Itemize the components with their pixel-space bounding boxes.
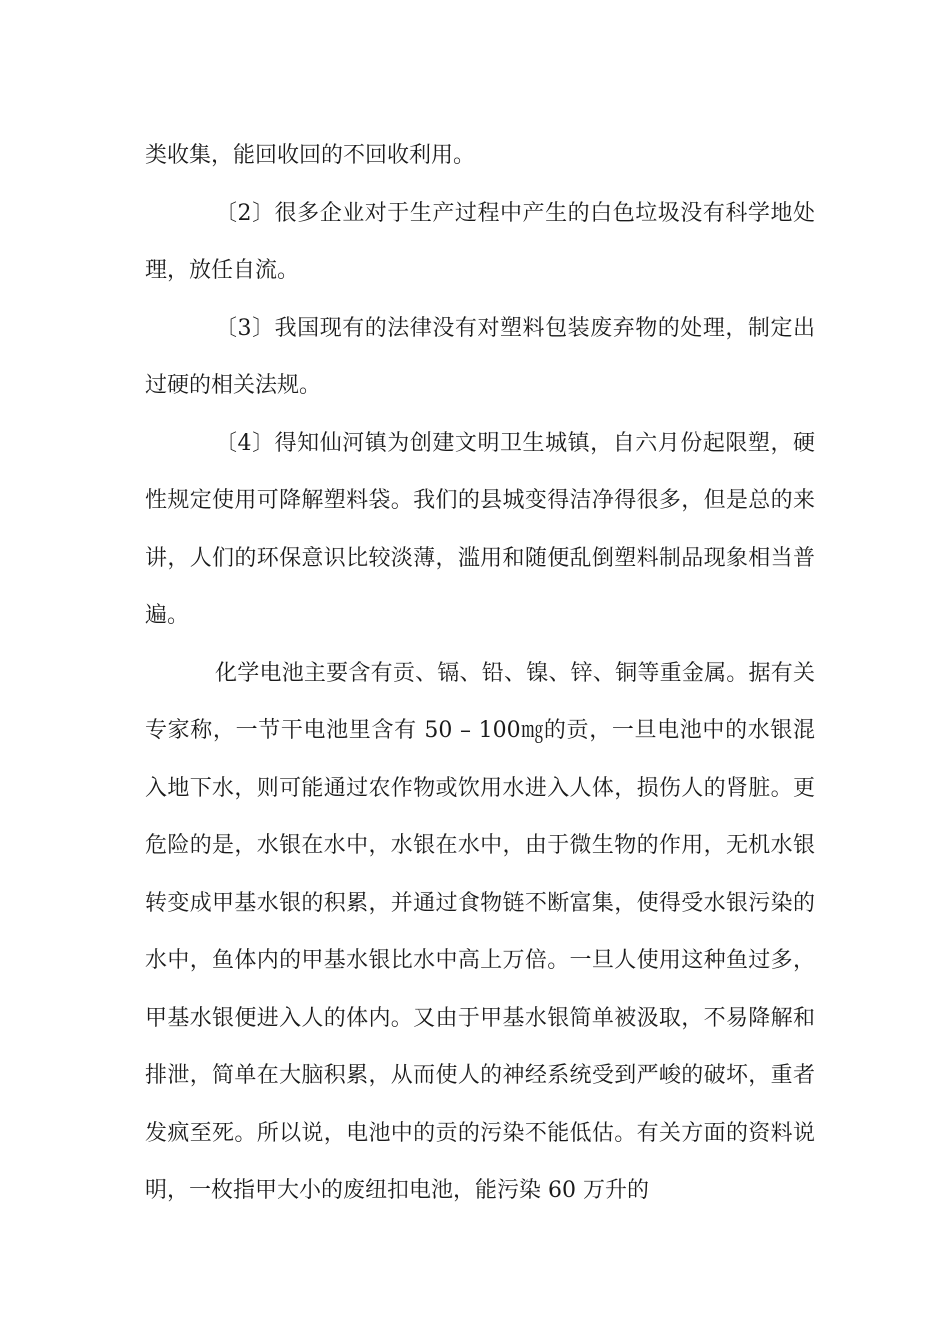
paragraph-item-3: 〔3〕我国现有的法律没有对塑料包装废弃物的处理，制定出过硬的相关法规。 [145, 315, 815, 398]
paragraph-item-4: 〔4〕得知仙河镇为创建文明卫生城镇，自六月份起限塑，硬性规定使用可降解塑料袋。我们的县城变得洁净得很多，但是总的来讲，人们的环保意识比较淡薄，滥用和随便乱倒塑料制品现象相当普遍。 [145, 430, 815, 628]
paragraph-continuation: 类收集，能回收回的不回收利用。 [145, 143, 476, 168]
body-text [145, 127, 815, 1220]
paragraph-item-2: 〔2〕很多企业对于生产过程中产生的白色垃圾没有科学地处理，放任自流。 [145, 200, 815, 283]
paragraph-battery-pollution: 化学电池主要含有贡、镉、铅、镍、锌、铜等重金属。据有关专家称，一节干电池里含有 50 – 100㎎的贡，一旦电池中的水银混入地下水，则可能通过农作物或饮用水进入人体，损伤人的肾脏。更危险的是，水银在水中，水银在水中，由于微生物的作用，无机水银转变成甲基水银的积累，并通过食物链不断富集，使得受水银污染的水中，鱼体内的甲基水银比水中高上万倍。一旦人使用这种鱼过多，甲基水银便进入人的体内。又由于甲基水银简单被汲取，不易降解和排泄，简单在大脑积累，从而使人的神经系统受到严峻的破坏，重者发疯至死。所以说，电池中的贡的污染不能低估。有关方面的资料说明，一枚指甲大小的废纽扣电池，能污染 60 万升的 [145, 660, 815, 1203]
